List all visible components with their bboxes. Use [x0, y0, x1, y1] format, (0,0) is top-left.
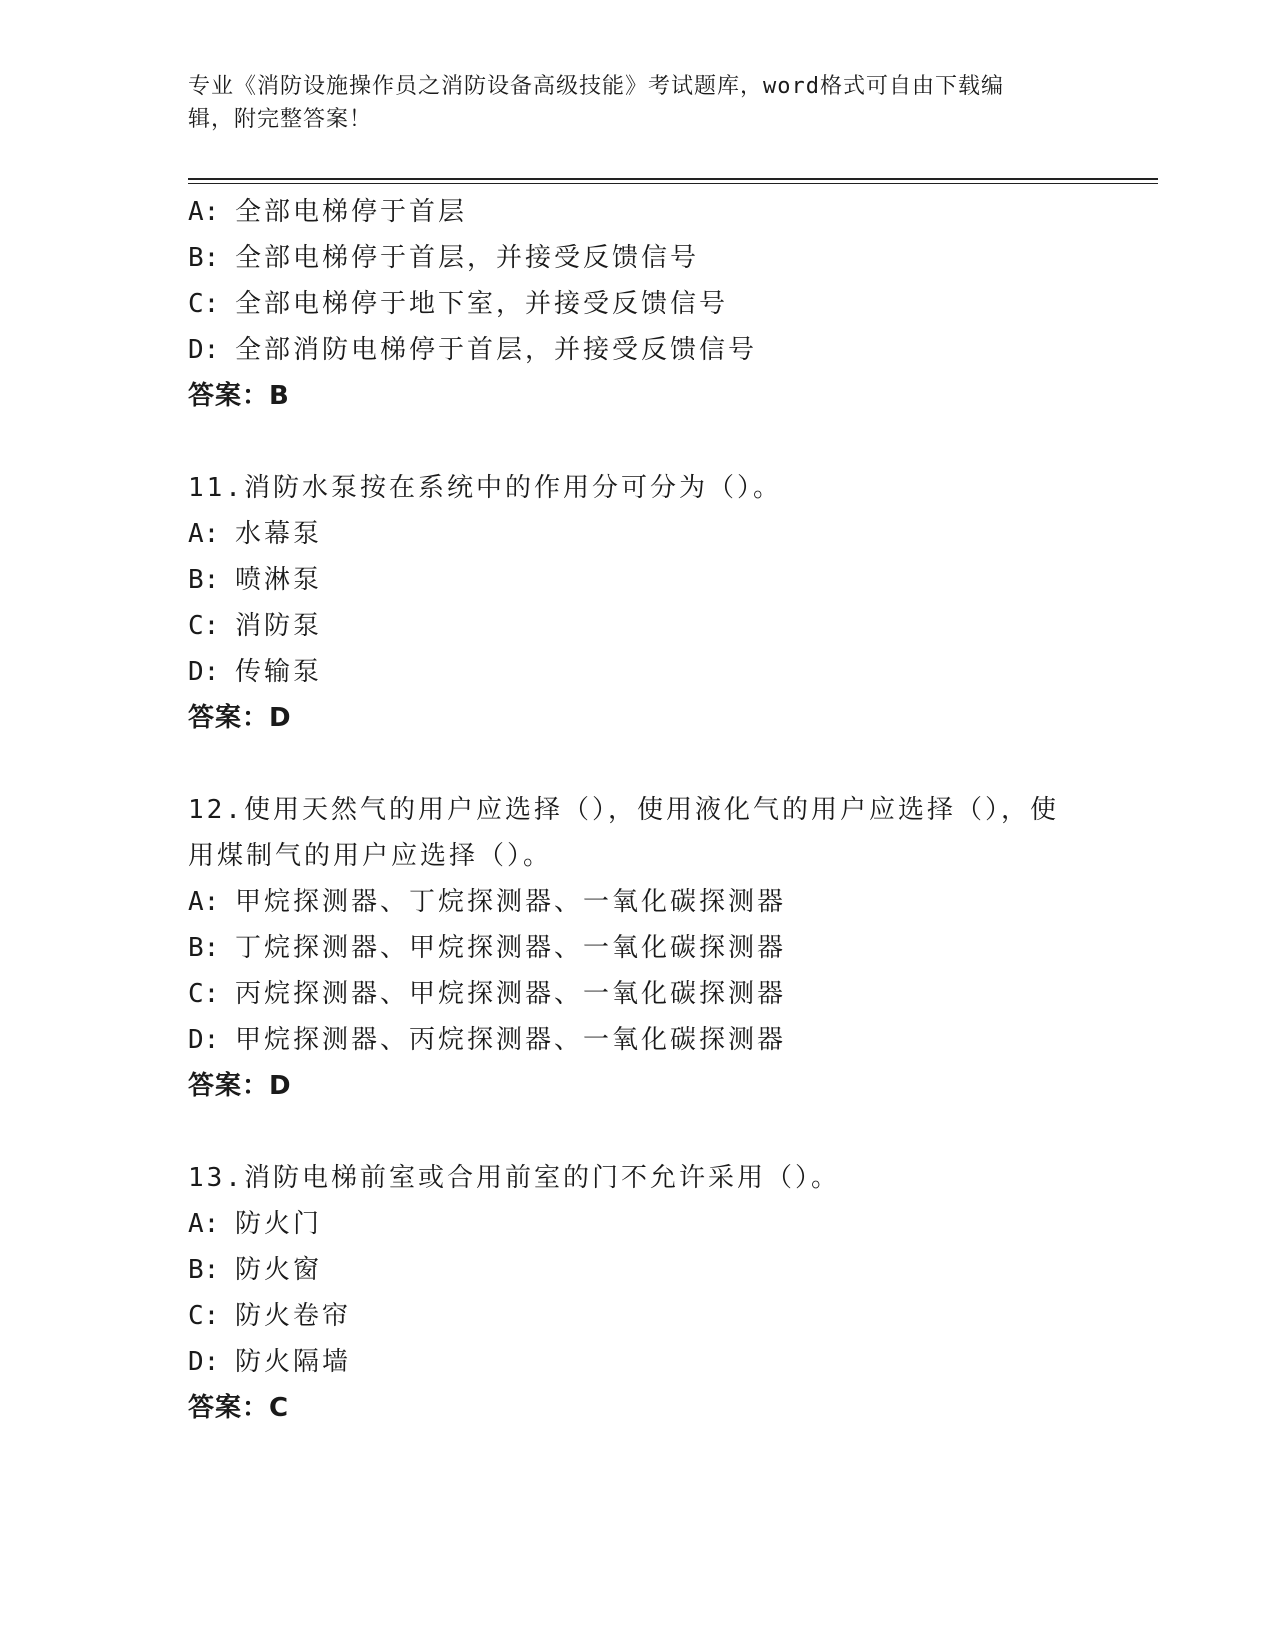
option-text: 全部消防电梯停于首层，并接受反馈信号 — [234, 335, 757, 365]
answer-key: 答案：C — [188, 1393, 290, 1423]
option-letter: C: — [188, 1301, 235, 1331]
answer-option — [188, 1293, 1088, 1339]
answer-option — [188, 603, 1088, 649]
option-letter: A: — [188, 197, 235, 227]
option-text: 防火卷帘 — [234, 1301, 351, 1331]
header-line-1: 专业《消防设施操作员之消防设备高级技能》考试题库，word格式可自由下载编 — [188, 74, 1004, 99]
header-divider-thick — [188, 178, 1158, 180]
answer-option — [188, 557, 1088, 603]
option-text: 水幕泵 — [234, 519, 322, 549]
question-list — [188, 189, 1088, 1431]
option-letter: D: — [188, 657, 235, 687]
option-text: 防火窗 — [234, 1255, 322, 1285]
option-text: 防火隔墙 — [234, 1347, 351, 1377]
block-spacer — [188, 1109, 1088, 1155]
option-text: 防火门 — [234, 1209, 322, 1239]
question-text: 12.使用天然气的用户应选择（），使用液化气的用户应选择（），使 — [188, 795, 1059, 825]
answer-option — [188, 235, 1088, 281]
answer-option — [188, 1017, 1088, 1063]
option-text: 喷淋泵 — [234, 565, 322, 595]
question-text: 13.消防电梯前室或合用前室的门不允许采用（）。 — [188, 1163, 840, 1193]
option-letter: B: — [188, 933, 235, 963]
answer-key: 答案：D — [188, 1071, 292, 1101]
answer-option — [188, 327, 1088, 373]
answer-option — [188, 971, 1088, 1017]
option-letter: D: — [188, 335, 235, 365]
answer-option — [188, 1247, 1088, 1293]
question-block — [188, 189, 1088, 419]
answer-option — [188, 511, 1088, 557]
option-letter: C: — [188, 289, 235, 319]
option-letter: B: — [188, 565, 235, 595]
option-text: 全部电梯停于首层，并接受反馈信号 — [234, 243, 699, 273]
document-header — [188, 70, 1088, 136]
answer-option — [188, 1339, 1088, 1385]
option-text: 全部电梯停于地下室，并接受反馈信号 — [234, 289, 728, 319]
option-text: 甲烷探测器、丙烷探测器、一氧化碳探测器 — [234, 1025, 786, 1055]
header-divider-thin — [188, 183, 1158, 184]
question-block — [188, 419, 1088, 741]
option-letter: A: — [188, 1209, 235, 1239]
block-spacer — [188, 419, 1088, 465]
answer-option — [188, 1201, 1088, 1247]
block-spacer — [188, 741, 1088, 787]
answer-key: 答案：B — [188, 381, 290, 411]
option-text: 消防泵 — [234, 611, 322, 641]
question-block — [188, 1109, 1088, 1431]
question-text: 11.消防水泵按在系统中的作用分可分为（）。 — [188, 473, 782, 503]
question-text: 用煤制气的用户应选择（）。 — [188, 841, 553, 871]
option-letter: B: — [188, 1255, 235, 1285]
option-letter: A: — [188, 519, 235, 549]
option-letter: C: — [188, 979, 235, 1009]
option-text: 甲烷探测器、丁烷探测器、一氧化碳探测器 — [234, 887, 786, 917]
option-letter: A: — [188, 887, 235, 917]
question-block — [188, 741, 1088, 1109]
option-letter: D: — [188, 1025, 235, 1055]
answer-key: 答案：D — [188, 703, 292, 733]
option-letter: D: — [188, 1347, 235, 1377]
option-text: 丙烷探测器、甲烷探测器、一氧化碳探测器 — [234, 979, 786, 1009]
option-text: 丁烷探测器、甲烷探测器、一氧化碳探测器 — [234, 933, 786, 963]
header-line-2: 辑，附完整答案！ — [188, 107, 373, 132]
option-text: 传输泵 — [234, 657, 322, 687]
answer-option — [188, 281, 1088, 327]
answer-option — [188, 189, 1088, 235]
answer-option — [188, 649, 1088, 695]
answer-option — [188, 925, 1088, 971]
answer-option — [188, 879, 1088, 925]
option-letter: B: — [188, 243, 235, 273]
option-text: 全部电梯停于首层 — [234, 197, 467, 227]
option-letter: C: — [188, 611, 235, 641]
